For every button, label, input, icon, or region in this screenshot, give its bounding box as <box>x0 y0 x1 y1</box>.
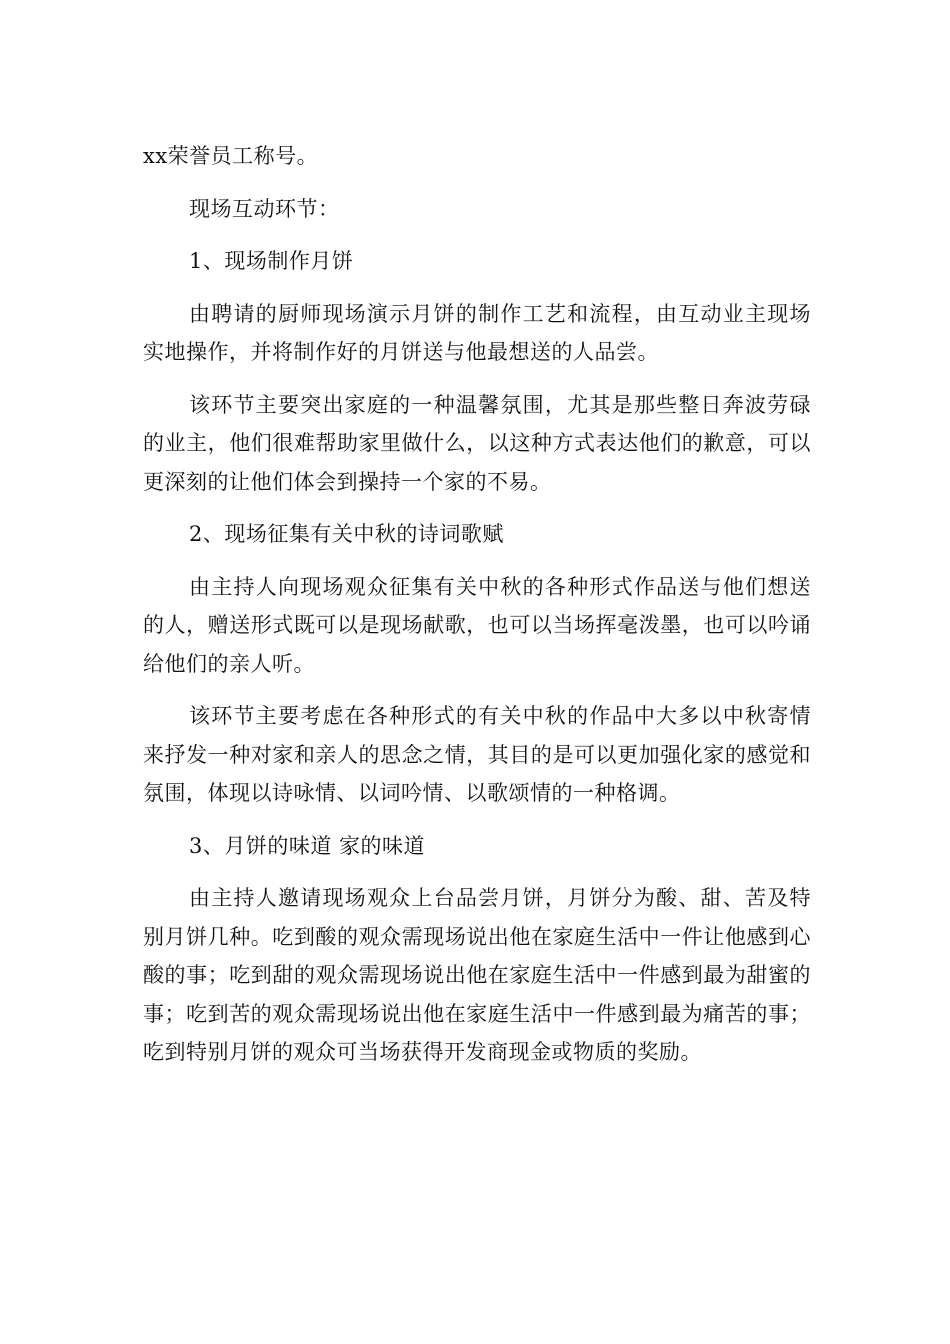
paragraph-family-atmosphere: 该环节主要突出家庭的一种温馨氛围，尤其是那些整日奔波劳碌的业主，他们很难帮助家里做什么，以这种方式表达他们的歉意，可以更深刻的让他们体会到操持一个家的不易。 <box>143 392 811 494</box>
document-body <box>143 137 811 1072</box>
item-heading-poetry-collection: 2、现场征集有关中秋的诗词歌赋 <box>189 522 504 546</box>
paragraph-poetry-collection: 由主持人向现场观众征集有关中秋的各种形式作品送与他们想送的人，赠送形式既可以是现场献歌，也可以当场挥毫泼墨，也可以吟诵给他们的亲人听。 <box>143 574 811 676</box>
section-heading-interaction: 现场互动环节： <box>189 196 340 221</box>
paragraph-mooncake-making: 由聘请的厨师现场演示月饼的制作工艺和流程，由互动业主现场实地操作，并将制作好的月饼送与他最想送的人品尝。 <box>143 301 811 364</box>
item-heading-mooncake-making: 1、现场制作月饼 <box>189 249 354 273</box>
paragraph-award-title: xx荣誉员工称号。 <box>143 144 319 168</box>
item-heading-taste-of-home: 3、月饼的味道 家的味道 <box>189 833 426 858</box>
paragraph-taste-of-home: 由主持人邀请现场观众上台品尝月饼，月饼分为酸、甜、苦及特别月饼几种。吃到酸的观众需现场说出他在家庭生活中一件让他感到心酸的事；吃到甜的观众需现场说出他在家庭生活中一件感到最为甜蜜的事；吃到苦的观众需现场说出他在家庭生活中一件感到最为痛苦的事；吃到特别月饼的观众可当场获得开发商现金或物质的奖励。 <box>143 886 811 1064</box>
paragraph-poetry-purpose: 该环节主要考虑在各种形式的有关中秋的作品中大多以中秋寄情来抒发一种对家和亲人的思念之情，其目的是可以更加强化家的感觉和氛围，体现以诗咏情、以词吟情、以歌颂情的一种格调。 <box>143 704 811 805</box>
